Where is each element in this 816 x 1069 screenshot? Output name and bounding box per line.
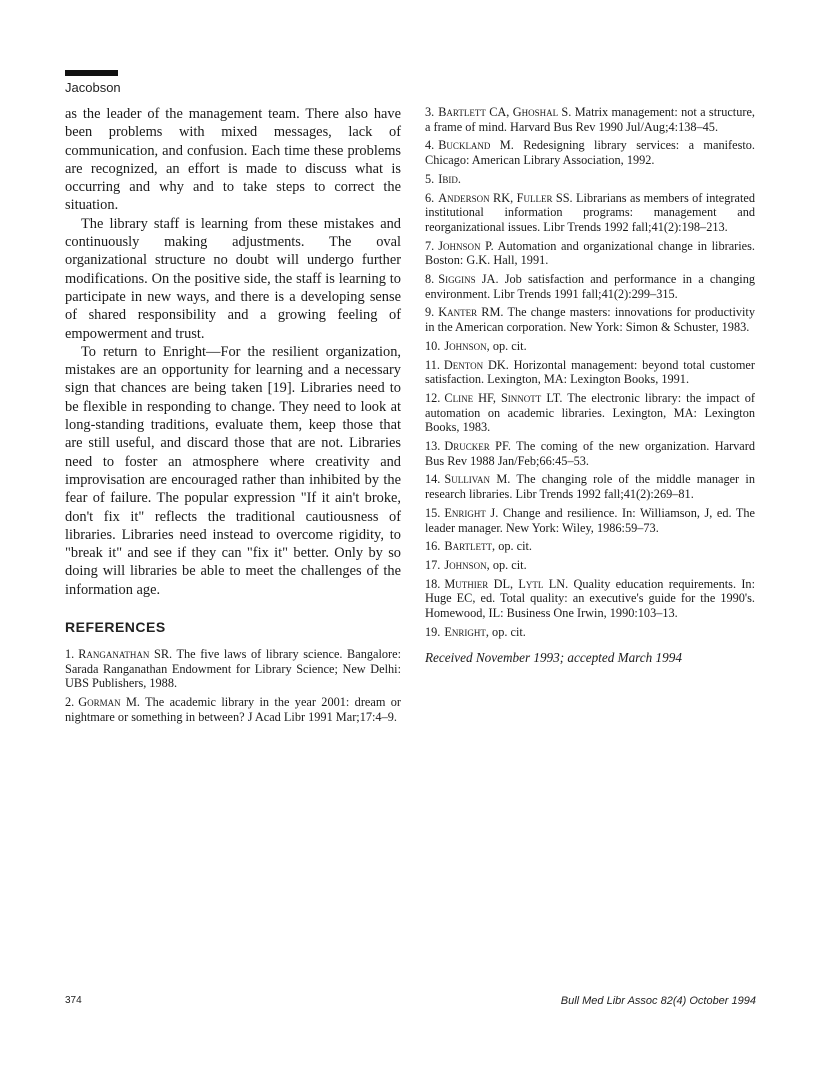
reference-item: 15. Enright J. Change and resilience. In: Williamson, J, ed. The leader manager. New York: Wiley, 1986:59–73. [425,505,755,535]
reference-item: 4. Buckland M. Redesigning library services: a manifesto. Chicago: American Library Association, 1992. [425,138,755,168]
reference-item: 13. Drucker PF. The coming of the new organization. Harvard Bus Rev 1988 Jan/Feb;66:45–53. [425,439,756,468]
reference-item: 16. Bartlett, op. cit. [425,539,532,554]
reference-item: 19. Enright, op. cit. [425,624,526,639]
body-paragraph: To return to Enright—For the resilient organization, mistakes are an opportunity for learning and a necessary sign that chances are being taken [19]. Libraries need to be flexible in responding to change. They need to look at long-standing traditions, evaluate them, keep those that are still useful, and discard those that are not. Libraries need to foster an atmosphere where creativity and improvisation are encouraged rather than inhibited by the fear of failure. The popular expression "If it ain't broke, don't fix it" reflects the traditional cautiousness of libraries. Libraries need instead to overcome rigidity, to "break it" and see if they can "fix it" better. Only by so doing will libraries be able to meet the challenges of the information age. [65,343,401,598]
reference-item: 9. Kanter RM. The change masters: innovations for productivity in the American corporation. New York: Simon & Schuster, 1983. [425,305,755,335]
received-date: Received November 1993; accepted March 1994 [425,649,682,665]
left-column [65,105,401,729]
reference-item: 12. Cline HF, Sinnott LT. The electronic library: the impact of automation on academic libraries. Lexington, MA: Lexington Books, 1983. [425,390,755,435]
running-head-author: Jacobson [65,80,121,95]
reference-item: 11. Denton DK. Horizontal management: beyond total customer satisfaction. Lexington, MA: Lexington Books, 1991. [425,357,755,387]
reference-item: 3. Bartlett CA, Ghoshal S. Matrix management: not a structure, a frame of mind. Harvard Bus Rev 1990 Jul/Aug;4:138–45. [425,105,755,134]
journal-citation: Bull Med Libr Assoc 82(4) October 1994 [560,995,756,1007]
references-list-left [65,647,401,725]
reference-item: 17. Johnson, op. cit. [425,557,527,572]
page-number: 374 [65,995,82,1006]
reference-item: 8. Siggins JA. Job satisfaction and performance in a changing environment. Libr Trends 1991 fall;41(2):299–315. [425,272,755,301]
references-list-right [425,105,755,640]
reference-item: 7. Johnson P. Automation and organizational change in libraries. Boston: G.K. Hall, 1991. [425,238,756,268]
body-paragraph: The library staff is learning from these mistakes and continuously making adjustments. The oval organizational structure no doubt will undergo further modifications. On the positive side, the staff is learning to participate in new ways, and there is a developing sense of shared responsibility and a growing feeling of empowerment and trust. [65,215,401,342]
body-paragraph: as the leader of the management team. There also have been problems with mixed messages, lack of communication, and confusion. Each time these problems are recognized, an effort is made to discuss what is occurring and why and to take steps to correct the situation. [65,106,401,214]
reference-item: 18. Muthier DL, Lytl LN. Quality education requirements. In: Huge EC, ed. Total quality: an executive's guide for the 1990's. Homewood, IL: Business One Irwin, 1990:103–13. [425,576,755,621]
reference-item: 14. Sullivan M. The changing role of the middle manager in research libraries. Libr Trends 1992 fall;41(2):269–81. [425,472,755,502]
reference-item: 2. Gorman M. The academic library in the year 2001: dream or nightmare or something in between? J Acad Libr 1991 Mar;17:4–9. [65,695,401,724]
reference-item: 1. Ranganathan SR. The five laws of library science. Bangalore: Sarada Ranganathan Endowment for Library Science; New Delhi: UBS Publishers, 1988. [65,647,402,691]
reference-item: 5. Ibid. [425,171,461,186]
reference-item: 10. Johnson, op. cit. [425,338,527,353]
references-heading: REFERENCES [65,619,166,636]
reference-item: 6. Anderson RK, Fuller SS. Librarians as members of integrated institutional information programs: management and reorganizational issues. Libr Trends 1992 fall;41(2):198–213. [425,190,755,234]
header-rule [65,70,118,76]
right-column [425,105,755,666]
